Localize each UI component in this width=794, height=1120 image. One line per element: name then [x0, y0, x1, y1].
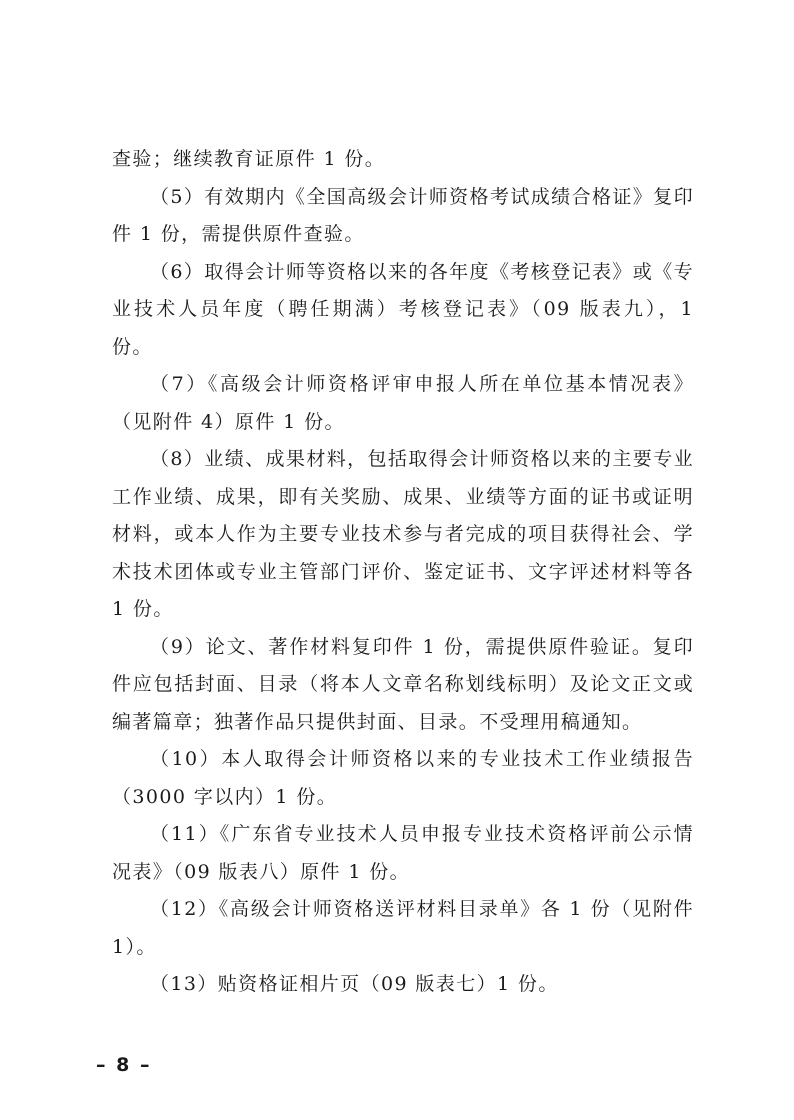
paragraph-item-9: （9）论文、著作材料复印件 1 份，需提供原件验证。复印件应包括封面、目录（将本人文章名称划线标明）及论文正文或编著篇章；独著作品只提供封面、目录。不受理用稿通知。: [112, 635, 694, 733]
paragraph-item-11: （11）《广东省专业技术人员申报专业技术资格评前公示情况表》（09 版表八）原件 1 份。: [112, 823, 694, 883]
document-body: [112, 141, 694, 1004]
paragraph-item-5: （5）有效期内《全国高级会计师资格考试成绩合格证》复印件 1 份，需提供原件查验。: [112, 185, 694, 245]
paragraph-item-10: （10）本人取得会计师资格以来的专业技术工作业绩报告（3000 字以内）1 份。: [112, 748, 694, 808]
paragraph-item-8: （8）业绩、成果材料，包括取得会计师资格以来的主要专业工作业绩、成果，即有关奖励、成果、业绩等方面的证书或证明材料，或本人作为主要专业技术参与者完成的项目获得社会、学术技术团体或专业主管部门评价、鉴定证书、文字评述材料等各 1 份。: [112, 448, 694, 620]
paragraph-continuation: 查验；继续教育证原件 1 份。: [112, 148, 386, 170]
paragraph-item-6: （6）取得会计师等资格以来的各年度《考核登记表》或《专业技术人员年度（聘任期满）考核登记表》（09 版表九），1 份。: [112, 260, 694, 358]
page-number: – 8 –: [96, 1054, 152, 1076]
paragraph-item-12: （12）《高级会计师资格送评材料目录单》各 1 份（见附件 1）。: [112, 898, 694, 958]
paragraph-item-7: （7）《高级会计师资格评审申报人所在单位基本情况表》（见附件 4）原件 1 份。: [112, 373, 694, 433]
paragraph-item-13: （13）贴资格证相片页（09 版表七）1 份。: [150, 973, 559, 995]
